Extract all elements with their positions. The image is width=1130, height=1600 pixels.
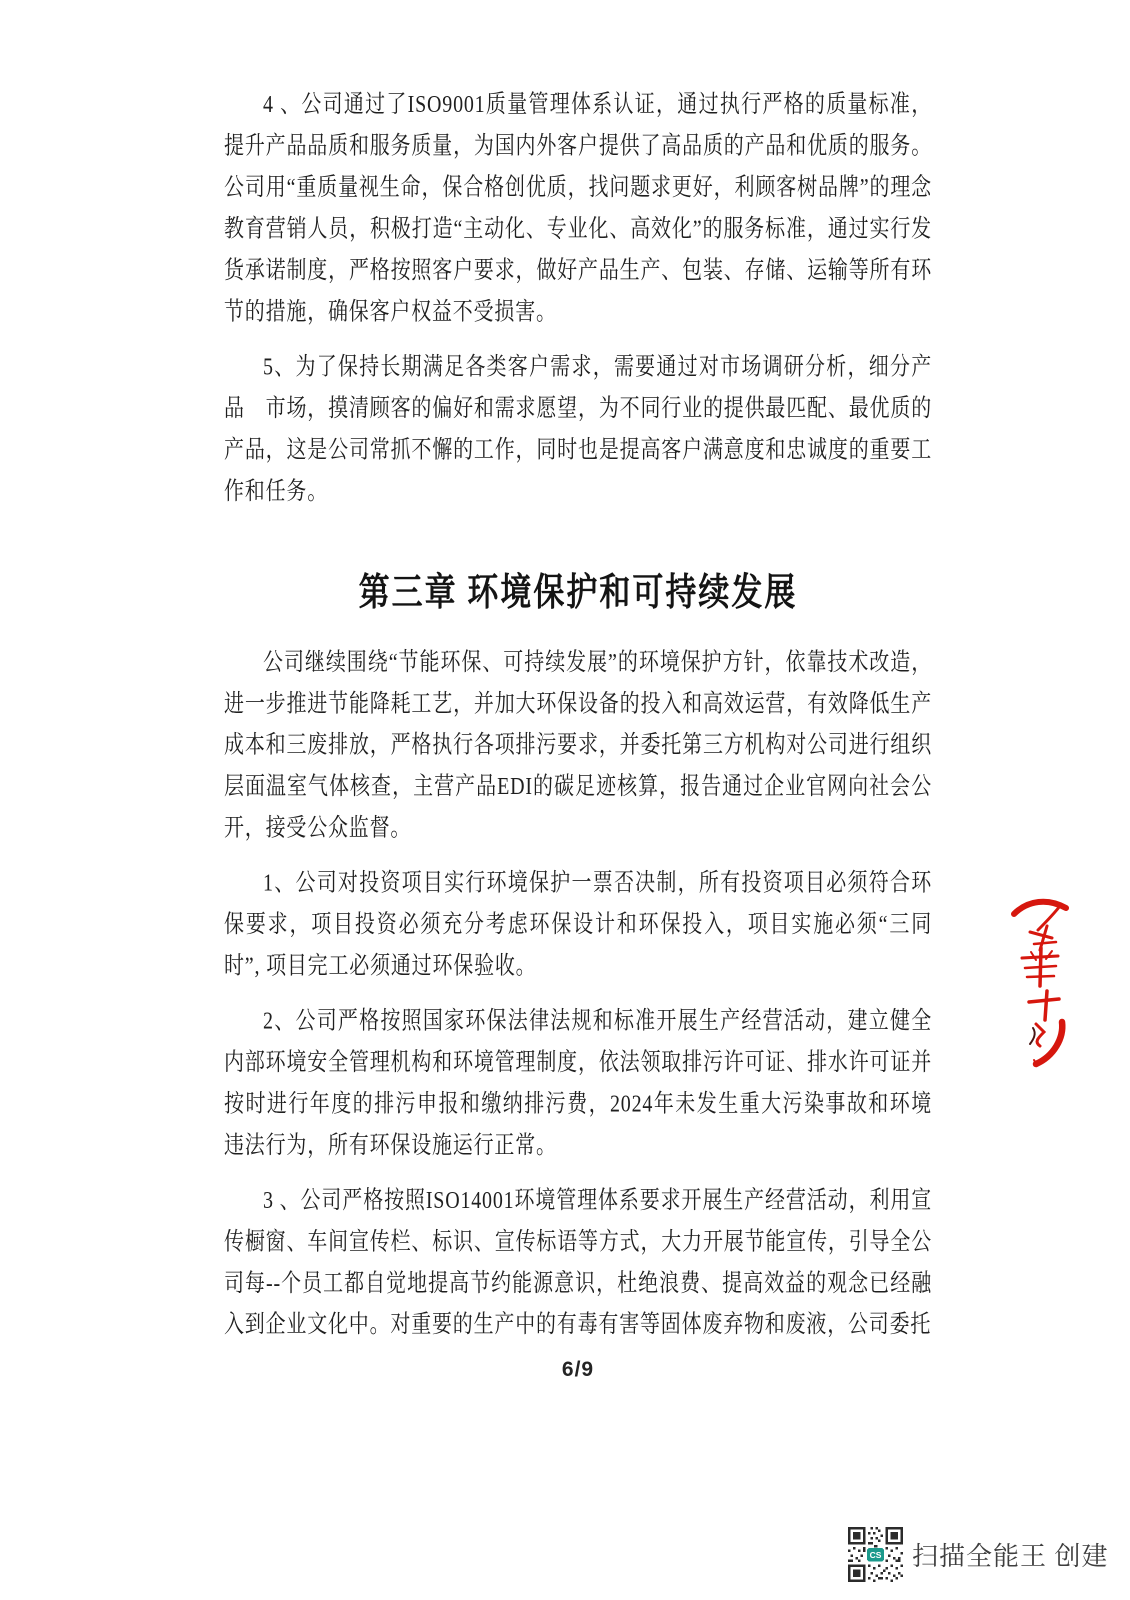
paragraph: 3 、公司严格按照ISO14001环境管理体系要求开展生产经营活动，利用宣传橱窗、车间宣传栏、标识、宣传标语等方式，大力开展节能宣传，引导全公司每--个员工都自觉地提高节约能源意识，杜绝浪费、提高效益的观念已经融入到企业文化中。对重要的生产中的有毒有害等固体废弃物和废液，公司委托 (224, 1187, 932, 1339)
body-text-column (224, 0, 932, 1359)
paragraph: 公司继续围绕“节能环保、可持续发展”的环境保护方针，依靠技术改造，进一步推进节能降耗工艺，并加大环保设备的投入和高效运营，有效降低生产成本和三废排放，严格执行各项排污要求，并委托第三方机构对公司进行组织层面温室气体核查，主营产品EDI的碳足迹核算，报告通过企业官网向社会公开，接受公众监督。 (224, 649, 932, 842)
watermark-text: 扫描全能王 创建 (912, 1541, 1109, 1571)
camscanner-logo-text: CS (869, 1549, 882, 1560)
page-number: 6/9 (561, 1358, 595, 1381)
paragraph: 4 、公司通过了ISO9001质量管理体系认证，通过执行严格的质量标准，提升产品品质和服务质量，为国内外客户提供了高品质的产品和优质的服务。公司用“重质量视生命，保合格创优质，找问题求更好，利顾客树品牌”的理念教育营销人员，积极打造“主动化、专业化、高效化”的服务标准，通过实行发货承诺制度，严格按照客户要求，做好产品生产、包装、存储、运输等所有环节的措施，确保客户权益不受损害。 (224, 91, 932, 326)
qr-code-icon (848, 1526, 903, 1583)
camscanner-watermark (848, 1524, 1118, 1584)
paragraph: 5、为了保持长期满足各类客户需求，需要通过对市场调研分析，细分产品 市场，摸清顾客的偏好和需求愿望，为不同行业的提供最匹配、最优质的产品，这是公司常抓不懈的工作，同时也是提高客户满意度和忠诚度的重要工作和任务。 (224, 353, 932, 506)
paragraph: 1、公司对投资项目实行环境保护一票否决制，所有投资项目必须符合环保要求，项目投资必须充分考虑环保设计和环保投入，项目实施必须“三同时”, 项目完工必须通过环保验收。 (224, 869, 932, 980)
chapter-heading: 第三章 环境保护和可持续发展 (358, 570, 798, 614)
paragraph: 2、公司严格按照国家环保法律法规和标准开展生产经营活动，建立健全内部环境安全管理机构和环境管理制度，依法领取排污许可证、排水许可证并按时进行年度的排污申报和缴纳排污费，2024年未发生重大污染事故和环境违法行为，所有环保设施运行正常。 (224, 1007, 932, 1159)
handwritten-red-signature-annotation (1000, 892, 1070, 1072)
